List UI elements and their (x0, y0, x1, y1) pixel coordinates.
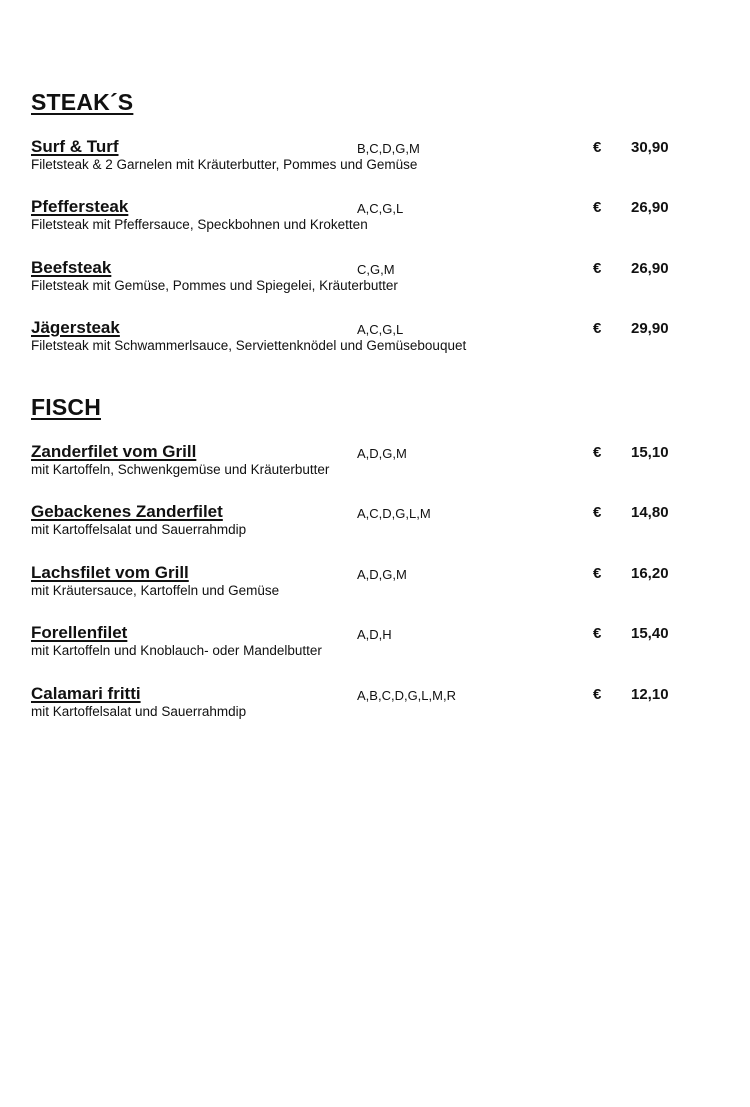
item-description: Filetsteak mit Gemüse, Pommes und Spiegelei, Kräuterbutter (31, 278, 398, 293)
item-description: mit Kartoffelsalat und Sauerrahmdip (31, 704, 247, 719)
menu-item-forellenfilet (31, 623, 731, 663)
item-allergens: A,C,G,L (357, 201, 404, 216)
item-currency: € (593, 625, 602, 642)
item-description: mit Kartoffeln und Knoblauch- oder Mandelbutter (31, 643, 322, 658)
item-allergens: A,D,G,M (357, 567, 407, 582)
item-name: Gebackenes Zanderfilet (31, 502, 223, 521)
item-allergens: A,C,G,L (357, 322, 404, 337)
item-name: Lachsfilet vom Grill (31, 563, 189, 582)
item-price: 12,10 (631, 686, 669, 703)
item-currency: € (593, 199, 602, 216)
item-price: 16,20 (631, 565, 669, 582)
item-name: Forellenfilet (31, 623, 128, 642)
section-title-fisch: FISCH (31, 394, 101, 420)
item-currency: € (593, 260, 602, 277)
item-allergens: A,D,G,M (357, 446, 407, 461)
menu-item-surf-and-turf (31, 137, 731, 177)
item-name: Jägersteak (31, 318, 120, 337)
menu-item-jaegersteak (31, 318, 731, 358)
item-name: Beefsteak (31, 258, 112, 277)
item-allergens: A,B,C,D,G,L,M,R (357, 688, 456, 703)
menu-item-lachsfilet-grill (31, 563, 731, 603)
item-allergens: B,C,D,G,M (357, 141, 420, 156)
menu-item-beefsteak (31, 258, 731, 298)
item-price: 29,90 (631, 320, 669, 337)
menu-item-zanderfilet-grill (31, 442, 731, 482)
item-price: 26,90 (631, 199, 669, 216)
item-allergens: C,G,M (357, 262, 395, 277)
item-price: 30,90 (631, 139, 669, 156)
item-price: 15,40 (631, 625, 669, 642)
item-allergens: A,D,H (357, 627, 392, 642)
item-currency: € (593, 320, 602, 337)
menu-item-gebackenes-zanderfilet (31, 502, 731, 542)
item-name: Calamari fritti (31, 684, 141, 703)
item-currency: € (593, 139, 602, 156)
item-description: mit Kartoffeln, Schwenkgemüse und Kräuterbutter (31, 462, 330, 477)
item-description: mit Kräutersauce, Kartoffeln und Gemüse (31, 583, 280, 598)
item-currency: € (593, 504, 602, 521)
item-price: 26,90 (631, 260, 669, 277)
menu-item-pfeffersteak (31, 197, 731, 237)
item-name: Zanderfilet vom Grill (31, 442, 197, 461)
item-currency: € (593, 565, 602, 582)
item-description: Filetsteak mit Pfeffersauce, Speckbohnen und Kroketten (31, 217, 368, 232)
item-name: Surf & Turf (31, 137, 119, 156)
item-allergens: A,C,D,G,L,M (357, 506, 431, 521)
item-price: 14,80 (631, 504, 669, 521)
item-currency: € (593, 686, 602, 703)
item-currency: € (593, 444, 602, 461)
item-price: 15,10 (631, 444, 669, 461)
item-description: Filetsteak mit Schwammerlsauce, Serviettenknödel und Gemüsebouquet (31, 338, 467, 353)
section-title-steaks: STEAK´S (31, 89, 134, 115)
item-description: Filetsteak & 2 Garnelen mit Kräuterbutter, Pommes und Gemüse (31, 157, 418, 172)
item-description: mit Kartoffelsalat und Sauerrahmdip (31, 522, 247, 537)
menu-item-calamari-fritti (31, 684, 731, 724)
item-name: Pfeffersteak (31, 197, 129, 216)
